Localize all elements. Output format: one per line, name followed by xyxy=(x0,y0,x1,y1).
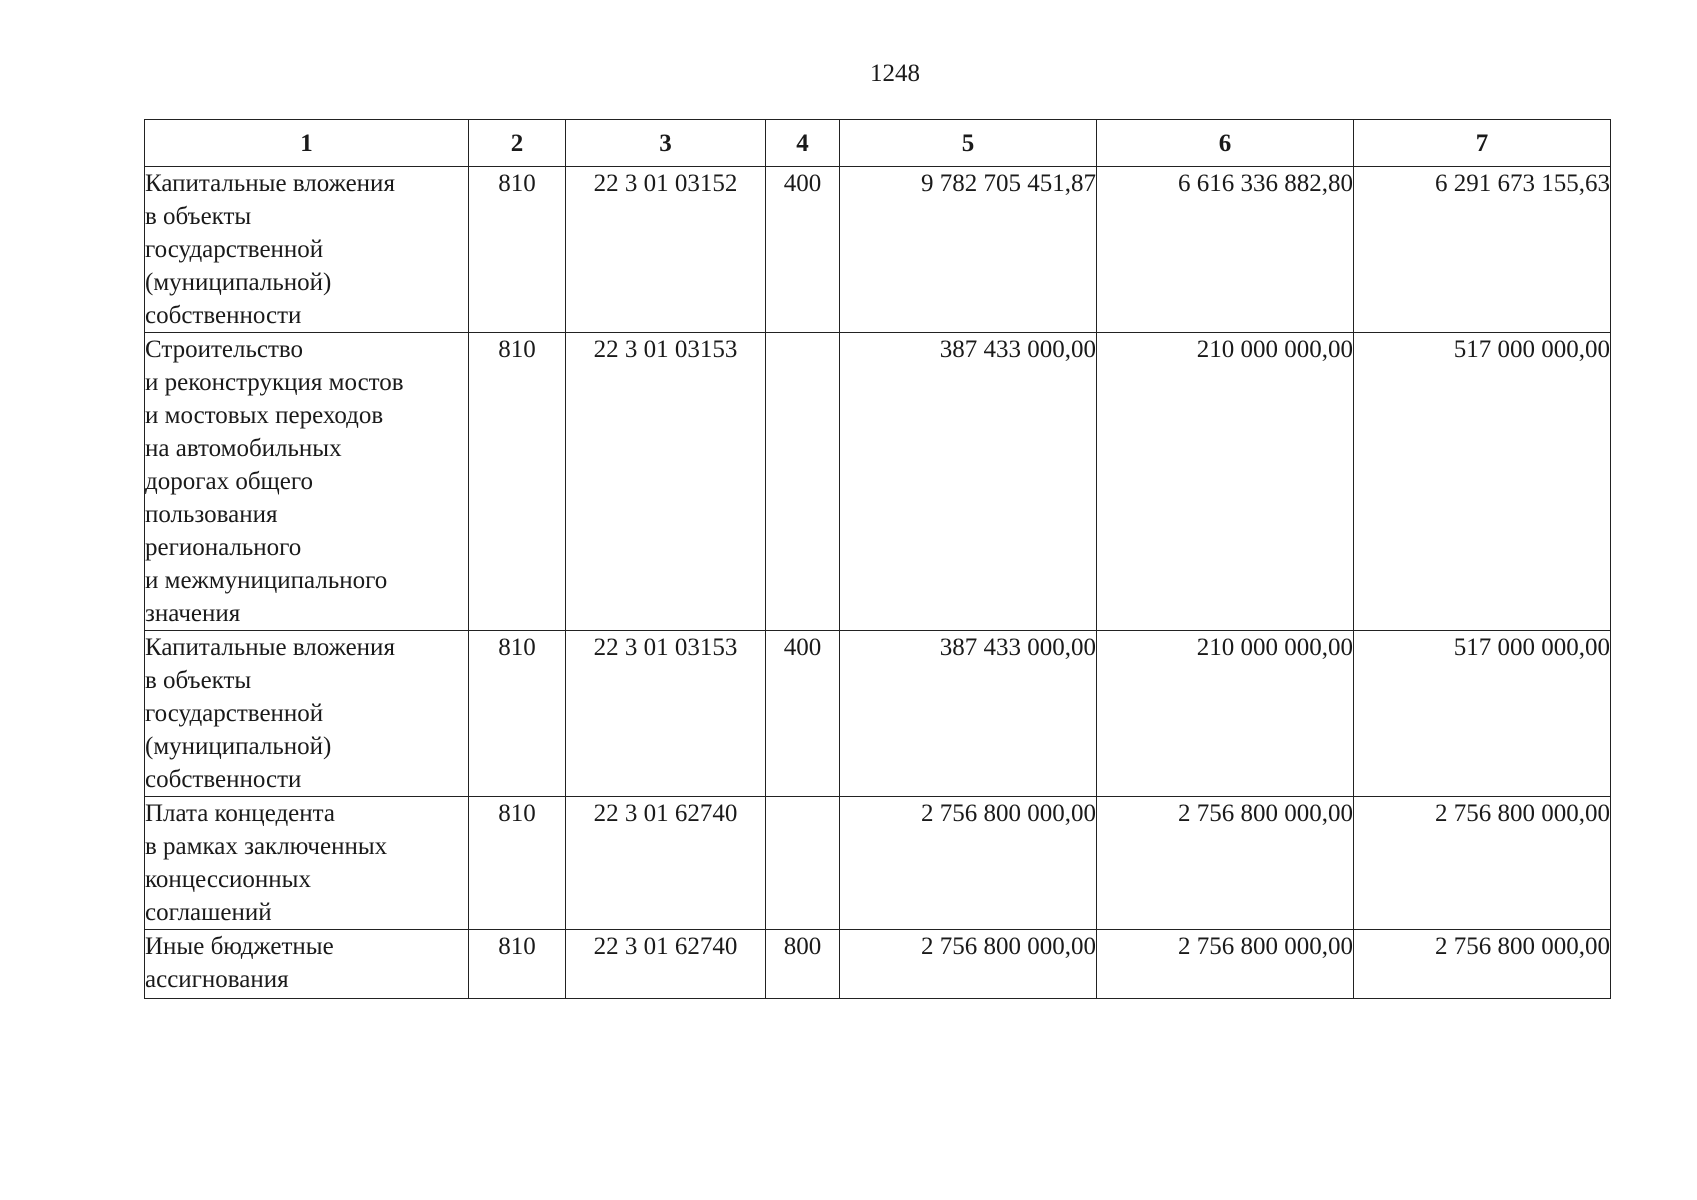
description-line: Строительство xyxy=(145,336,304,363)
description-line: концессионных xyxy=(145,866,311,893)
expense-type-code xyxy=(766,797,840,930)
table-row xyxy=(145,167,1611,333)
gov-code: 810 xyxy=(469,631,566,797)
amount-col-5: 387 433 000,00 xyxy=(840,333,1097,631)
header-col-6: 6 xyxy=(1097,120,1354,167)
expense-type-code: 400 xyxy=(766,631,840,797)
row-description xyxy=(145,930,469,999)
description-line: Иные бюджетные xyxy=(145,933,334,960)
row-description xyxy=(145,797,469,930)
description-line: (муниципальной) xyxy=(145,269,332,296)
amount-col-7: 2 756 800 000,00 xyxy=(1354,797,1611,930)
amount-col-5: 9 782 705 451,87 xyxy=(840,167,1097,333)
gov-code: 810 xyxy=(469,930,566,999)
amount-col-7: 6 291 673 155,63 xyxy=(1354,167,1611,333)
amount-col-5: 2 756 800 000,00 xyxy=(840,797,1097,930)
row-description xyxy=(145,333,469,631)
amount-col-7: 2 756 800 000,00 xyxy=(1354,930,1611,999)
target-article-code: 22 3 01 03152 xyxy=(566,167,766,333)
header-col-4: 4 xyxy=(766,120,840,167)
target-article-code: 22 3 01 03153 xyxy=(566,631,766,797)
description-line: и межмуниципального xyxy=(145,567,388,594)
description-line: в объекты xyxy=(145,203,252,230)
expense-type-code: 800 xyxy=(766,930,840,999)
table-row xyxy=(145,631,1611,797)
target-article-code: 22 3 01 62740 xyxy=(566,797,766,930)
description-line: собственности xyxy=(145,302,302,329)
target-article-code: 22 3 01 03153 xyxy=(566,333,766,631)
amount-col-6: 6 616 336 882,80 xyxy=(1097,167,1354,333)
amount-col-6: 210 000 000,00 xyxy=(1097,333,1354,631)
description-line: (муниципальной) xyxy=(145,733,332,760)
description-line: дорогах общего xyxy=(145,468,314,495)
description-line: Капитальные вложения xyxy=(145,170,395,197)
amount-col-5: 2 756 800 000,00 xyxy=(840,930,1097,999)
expense-type-code: 400 xyxy=(766,167,840,333)
description-line: в объекты xyxy=(145,667,252,694)
description-line: и мостовых переходов xyxy=(145,402,384,429)
gov-code: 810 xyxy=(469,333,566,631)
amount-col-5: 387 433 000,00 xyxy=(840,631,1097,797)
description-line: и реконструкция мостов xyxy=(145,369,404,396)
description-line: Плата концедента xyxy=(145,800,335,827)
budget-table xyxy=(144,119,1611,999)
amount-col-6: 210 000 000,00 xyxy=(1097,631,1354,797)
description-line: пользования xyxy=(145,501,278,528)
description-line: Капитальные вложения xyxy=(145,634,395,661)
target-article-code: 22 3 01 62740 xyxy=(566,930,766,999)
description-line: значения xyxy=(145,600,241,627)
table-row xyxy=(145,930,1611,999)
row-description xyxy=(145,631,469,797)
header-row xyxy=(145,120,1611,167)
description-line: в рамках заключенных xyxy=(145,833,388,860)
header-col-7: 7 xyxy=(1354,120,1611,167)
header-col-1: 1 xyxy=(145,120,469,167)
description-line: регионального xyxy=(145,534,302,561)
table-row xyxy=(145,333,1611,631)
amount-col-6: 2 756 800 000,00 xyxy=(1097,930,1354,999)
header-col-5: 5 xyxy=(840,120,1097,167)
description-line: на автомобильных xyxy=(145,435,342,462)
amount-col-7: 517 000 000,00 xyxy=(1354,631,1611,797)
expense-type-code xyxy=(766,333,840,631)
amount-col-7: 517 000 000,00 xyxy=(1354,333,1611,631)
row-description xyxy=(145,167,469,333)
table-row xyxy=(145,797,1611,930)
page-number: 1248 xyxy=(870,60,920,87)
amount-col-6: 2 756 800 000,00 xyxy=(1097,797,1354,930)
description-line: ассигнования xyxy=(145,966,289,993)
description-line: государственной xyxy=(145,236,324,263)
header-col-3: 3 xyxy=(566,120,766,167)
description-line: соглашений xyxy=(145,899,272,926)
description-line: государственной xyxy=(145,700,324,727)
description-line: собственности xyxy=(145,766,302,793)
header-col-2: 2 xyxy=(469,120,566,167)
gov-code: 810 xyxy=(469,797,566,930)
gov-code: 810 xyxy=(469,167,566,333)
